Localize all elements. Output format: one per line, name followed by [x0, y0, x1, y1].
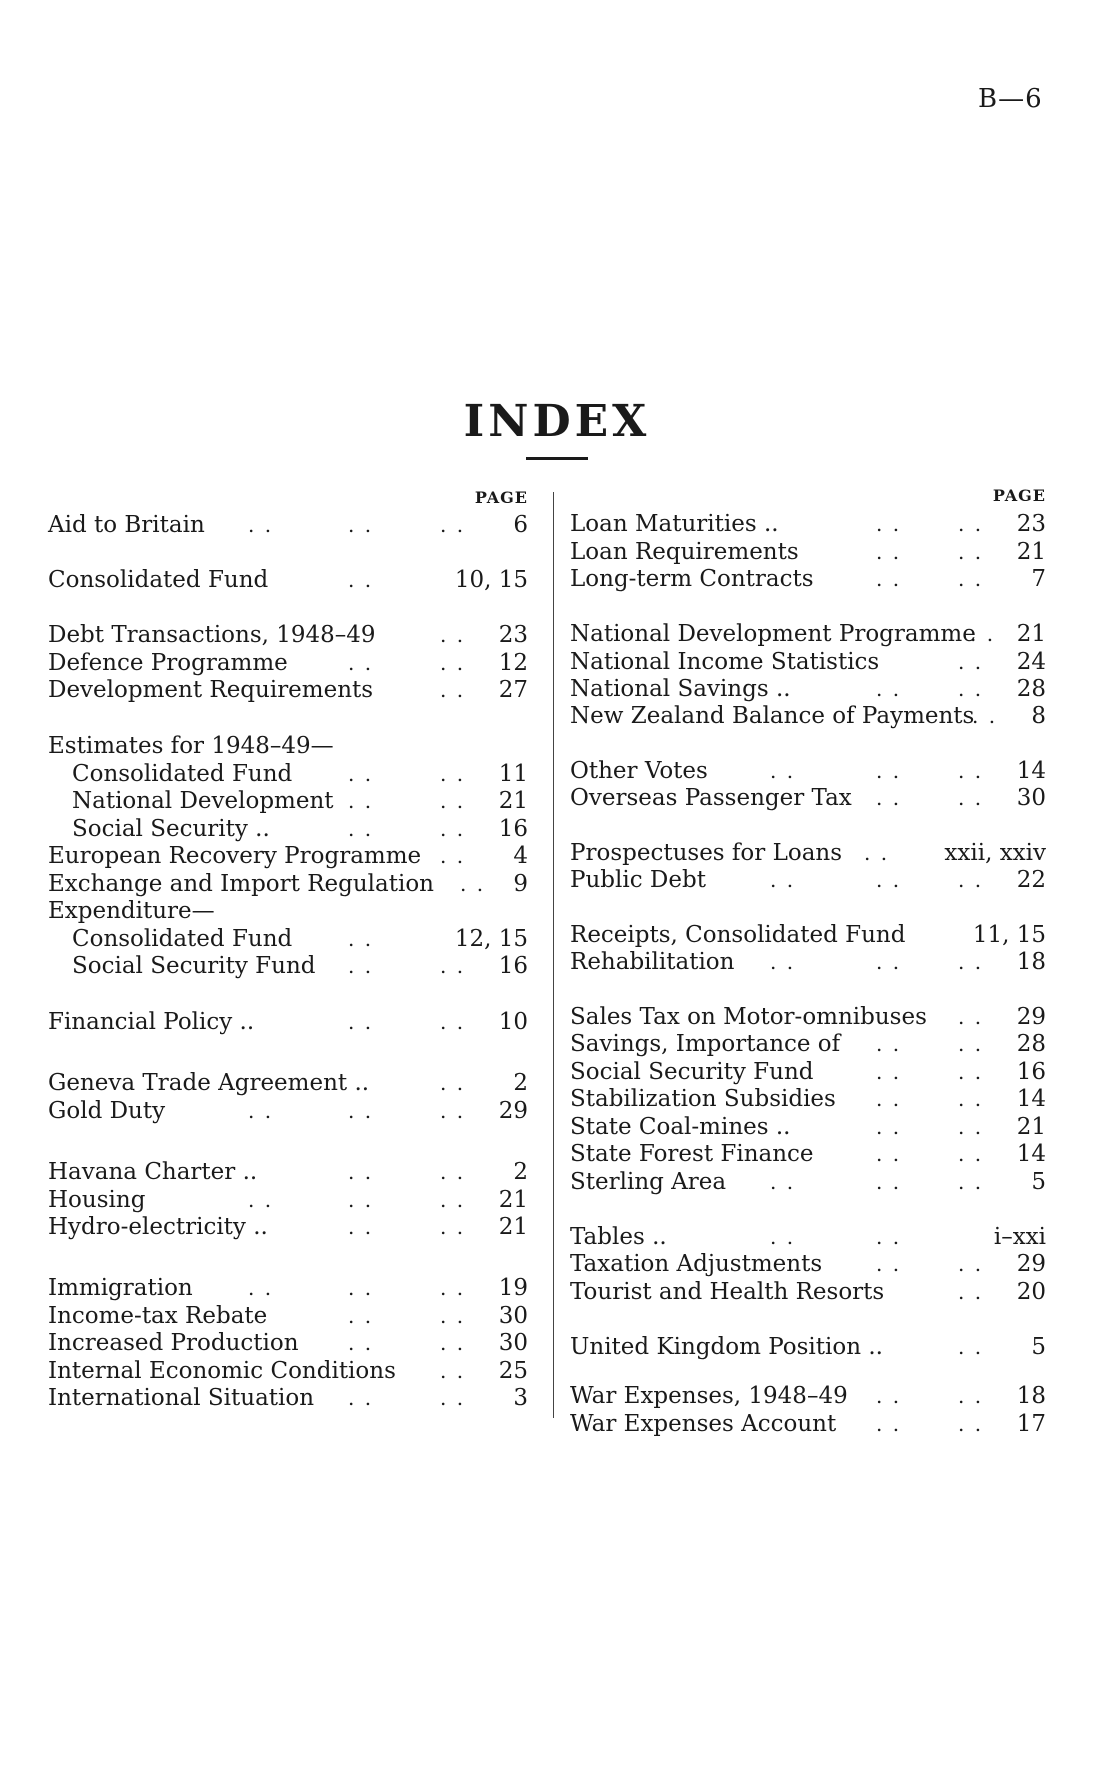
index-subentry: Consolidated Fund . . 12, 15 [72, 926, 528, 952]
index-entry: Housing . . . . . . 21 [48, 1187, 528, 1213]
index-entry: Loan Maturities .. . . . . 23 [570, 511, 1046, 537]
page-reference: B—6 [978, 84, 1043, 114]
entry-page: 29 [1016, 1004, 1046, 1030]
entry-label: Loan Requirements [570, 539, 799, 565]
entry-page: 28 [1016, 676, 1046, 702]
entry-label: Expenditure— [48, 898, 215, 924]
title-underline [526, 457, 588, 460]
entry-label: Increased Production [48, 1330, 299, 1356]
entry-label: National Income Statistics [570, 649, 880, 675]
entry-label: Housing [48, 1187, 146, 1213]
index-entry: Hydro-electricity .. . . . . 21 [48, 1214, 528, 1240]
index-entry: Social Security Fund . . . . 16 [570, 1059, 1046, 1085]
entry-page: 4 [513, 843, 528, 869]
index-entry: Exchange and Import Regulation . . 9 [48, 871, 528, 897]
index-entry: Tourist and Health Resorts . . 20 [570, 1279, 1046, 1305]
entry-label: National Development Programme [570, 621, 976, 647]
entry-page: 30 [498, 1303, 528, 1329]
entry-label: Prospectuses for Loans [570, 840, 843, 866]
entry-label: United Kingdom Position .. [570, 1334, 883, 1360]
index-entry [48, 897, 536, 925]
entry-page: 18 [1016, 1383, 1046, 1409]
entry-label: War Expenses Account [570, 1411, 837, 1437]
entry-page: 16 [498, 953, 528, 979]
entry-label: Stabilization Subsidies [570, 1086, 836, 1112]
entry-page: i–xxi [993, 1224, 1046, 1250]
entry-page: 18 [1016, 949, 1046, 975]
entry-page: 12, 15 [454, 926, 528, 952]
entry-page: 25 [498, 1358, 528, 1384]
entry-label: National Development [72, 788, 334, 814]
index-entry: Internal Economic Conditions . . 25 [48, 1358, 528, 1384]
index-entry: Other Votes . . . . . . 14 [570, 758, 1046, 784]
entry-label: Exchange and Import Regulation [48, 871, 434, 897]
index-entry: War Expenses, 1948–49 . . . . 18 [570, 1383, 1046, 1409]
entry-page: 23 [1016, 511, 1046, 537]
index-entry [570, 921, 1050, 949]
entry-label: Public Debt [570, 867, 706, 893]
entry-page: 21 [498, 1187, 528, 1213]
entry-label: Social Security .. [72, 816, 270, 842]
entry-label: Estimates for 1948–49— [48, 733, 334, 759]
entry-label: Tables .. [570, 1224, 667, 1250]
index-entry: Havana Charter .. . . . . 2 [48, 1159, 528, 1185]
entry-label: Sterling Area [570, 1169, 727, 1195]
index-subentry: Social Security .. . . . . 16 [72, 816, 528, 842]
index-entry: Sterling Area . . . . . . 5 [570, 1169, 1046, 1195]
index-entry: State Forest Finance . . . . 14 [570, 1141, 1046, 1167]
entry-label: Development Requirements [48, 677, 374, 703]
index-entry: International Situation . . . . 3 [48, 1385, 528, 1411]
entry-page: 23 [498, 622, 528, 648]
entry-page: 10, 15 [454, 567, 528, 593]
entry-page: 2 [513, 1070, 528, 1096]
entry-label: Debt Transactions, 1948–49 [48, 622, 376, 648]
index-entry: Long-term Contracts . . . . 7 [570, 566, 1046, 592]
entry-page: 10 [498, 1009, 528, 1035]
entry-page: 29 [498, 1098, 528, 1124]
entry-page: 30 [498, 1330, 528, 1356]
index-entry: National Savings .. . . . . 28 [570, 676, 1046, 702]
index-entry: Consolidated Fund . . 10, 15 [48, 567, 528, 593]
index-entry: United Kingdom Position .. . . 5 [570, 1334, 1046, 1360]
entry-page: 21 [498, 788, 528, 814]
entry-page: 30 [1016, 785, 1046, 811]
entry-label: Financial Policy .. [48, 1009, 255, 1035]
index-entry: Rehabilitation . . . . . . 18 [570, 949, 1046, 975]
column-divider [553, 492, 554, 1418]
entry-label: Consolidated Fund [72, 761, 293, 787]
index-entry: European Recovery Programme . . 4 [48, 843, 528, 869]
entry-page: 7 [1031, 566, 1046, 592]
index-entry: National Development Programme . . 21 [570, 621, 1046, 647]
entry-page: 14 [1016, 1141, 1046, 1167]
entry-label: War Expenses, 1948–49 [570, 1383, 848, 1409]
entry-page: 21 [1016, 1114, 1046, 1140]
entry-page: 20 [1016, 1279, 1046, 1305]
entry-page: 14 [1016, 758, 1046, 784]
entry-page: 12 [498, 650, 528, 676]
entry-page: 5 [1031, 1334, 1046, 1360]
entry-label: Consolidated Fund [72, 926, 293, 952]
entry-page: 11 [498, 761, 528, 787]
index-entry: Tables .. . . . . i–xxi [570, 1224, 1046, 1250]
entry-page: 27 [498, 677, 528, 703]
entry-label: Internal Economic Conditions [48, 1358, 396, 1384]
index-subentry: Social Security Fund . . . . 16 [72, 953, 528, 979]
entry-label: Loan Maturities .. [570, 511, 779, 537]
entry-page: 21 [1016, 539, 1046, 565]
entry-page: 22 [1016, 867, 1046, 893]
entry-label: Long-term Contracts [570, 566, 814, 592]
entry-label: Gold Duty [48, 1098, 166, 1124]
entry-label: Defence Programme [48, 650, 288, 676]
entry-label: Other Votes [570, 758, 708, 784]
entry-label: Consolidated Fund [48, 567, 269, 593]
index-entry: Gold Duty . . . . . . 29 [48, 1098, 528, 1124]
index-entry: Taxation Adjustments . . . . 29 [570, 1251, 1046, 1277]
entry-page: 28 [1016, 1031, 1046, 1057]
entry-label: Savings, Importance of [570, 1031, 841, 1057]
entry-page: 9 [513, 871, 528, 897]
entry-label: Rehabilitation [570, 949, 735, 975]
index-entry: Loan Requirements . . . . 21 [570, 539, 1046, 565]
index-entry: Sales Tax on Motor-omnibuses . . 29 [570, 1004, 1046, 1030]
entry-label: European Recovery Programme [48, 843, 422, 869]
index-subentry: Consolidated Fund . . . . 11 [72, 761, 528, 787]
index-subentry: National Development . . . . 21 [72, 788, 528, 814]
index-entry: Development Requirements . . 27 [48, 677, 528, 703]
index-entry: Public Debt . . . . . . 22 [570, 867, 1046, 893]
entry-page: 29 [1016, 1251, 1046, 1277]
entry-page: 17 [1016, 1411, 1046, 1437]
entry-page: 21 [1016, 621, 1046, 647]
entry-label: New Zealand Balance of Payments [570, 703, 975, 729]
index-entry [48, 732, 536, 760]
entry-page: 8 [1031, 703, 1046, 729]
right-page-header: PAGE [992, 486, 1046, 505]
index-entry: War Expenses Account . . . . 17 [570, 1411, 1046, 1437]
index-entry: Financial Policy .. . . . . 10 [48, 1009, 528, 1035]
entry-label: Receipts, Consolidated Fund [570, 922, 906, 948]
index-entry: Debt Transactions, 1948–49 . . 23 [48, 622, 528, 648]
entry-label: Social Security Fund [72, 953, 316, 979]
index-entry: Income-tax Rebate . . . . 30 [48, 1303, 528, 1329]
entry-page: xxii, xxiv [944, 840, 1046, 866]
entry-label: National Savings .. [570, 676, 791, 702]
entry-page: 6 [513, 512, 528, 538]
index-entry: Stabilization Subsidies . . . . 14 [570, 1086, 1046, 1112]
entry-page: 5 [1031, 1169, 1046, 1195]
entry-label: Sales Tax on Motor-omnibuses [570, 1004, 927, 1030]
index-entry: Aid to Britain . . . . . . 6 [48, 512, 528, 538]
entry-page: 14 [1016, 1086, 1046, 1112]
entry-page: 21 [498, 1214, 528, 1240]
index-entry: Defence Programme . . . . 12 [48, 650, 528, 676]
index-entry: National Income Statistics . . 24 [570, 649, 1046, 675]
left-page-header: PAGE [474, 488, 528, 507]
entry-label: Aid to Britain [48, 512, 205, 538]
index-entry: Geneva Trade Agreement .. . . 2 [48, 1070, 528, 1096]
entry-page: 11, 15 [972, 922, 1046, 948]
index-entry: Immigration . . . . . . 19 [48, 1275, 528, 1301]
entry-label: Overseas Passenger Tax [570, 785, 852, 811]
entry-label: State Coal-mines .. [570, 1114, 791, 1140]
entry-page: 19 [498, 1275, 528, 1301]
index-entry: Increased Production . . . . 30 [48, 1330, 528, 1356]
entry-page: 16 [1016, 1059, 1046, 1085]
entry-page: 24 [1016, 649, 1046, 675]
index-entry: State Coal-mines .. . . . . 21 [570, 1114, 1046, 1140]
entry-label: Social Security Fund [570, 1059, 814, 1085]
entry-label: Income-tax Rebate [48, 1303, 268, 1329]
index-entry: Prospectuses for Loans . . xxii, xxiv [570, 840, 1046, 866]
entry-label: Hydro-electricity .. [48, 1214, 268, 1240]
entry-label: Tourist and Health Resorts [570, 1279, 885, 1305]
index-entry: New Zealand Balance of Payments . . 8 [570, 703, 1046, 729]
entry-page: 3 [513, 1385, 528, 1411]
entry-label: Geneva Trade Agreement .. [48, 1070, 370, 1096]
entry-label: Immigration [48, 1275, 193, 1301]
entry-page: 2 [513, 1159, 528, 1185]
entry-page: 16 [498, 816, 528, 842]
index-entry: Overseas Passenger Tax . . . . 30 [570, 785, 1046, 811]
index-title: INDEX [463, 396, 651, 447]
index-entry: Savings, Importance of . . . . 28 [570, 1031, 1046, 1057]
entry-label: Havana Charter .. [48, 1159, 258, 1185]
entry-label: Taxation Adjustments [570, 1251, 823, 1277]
entry-label: State Forest Finance [570, 1141, 814, 1167]
entry-label: International Situation [48, 1385, 315, 1411]
